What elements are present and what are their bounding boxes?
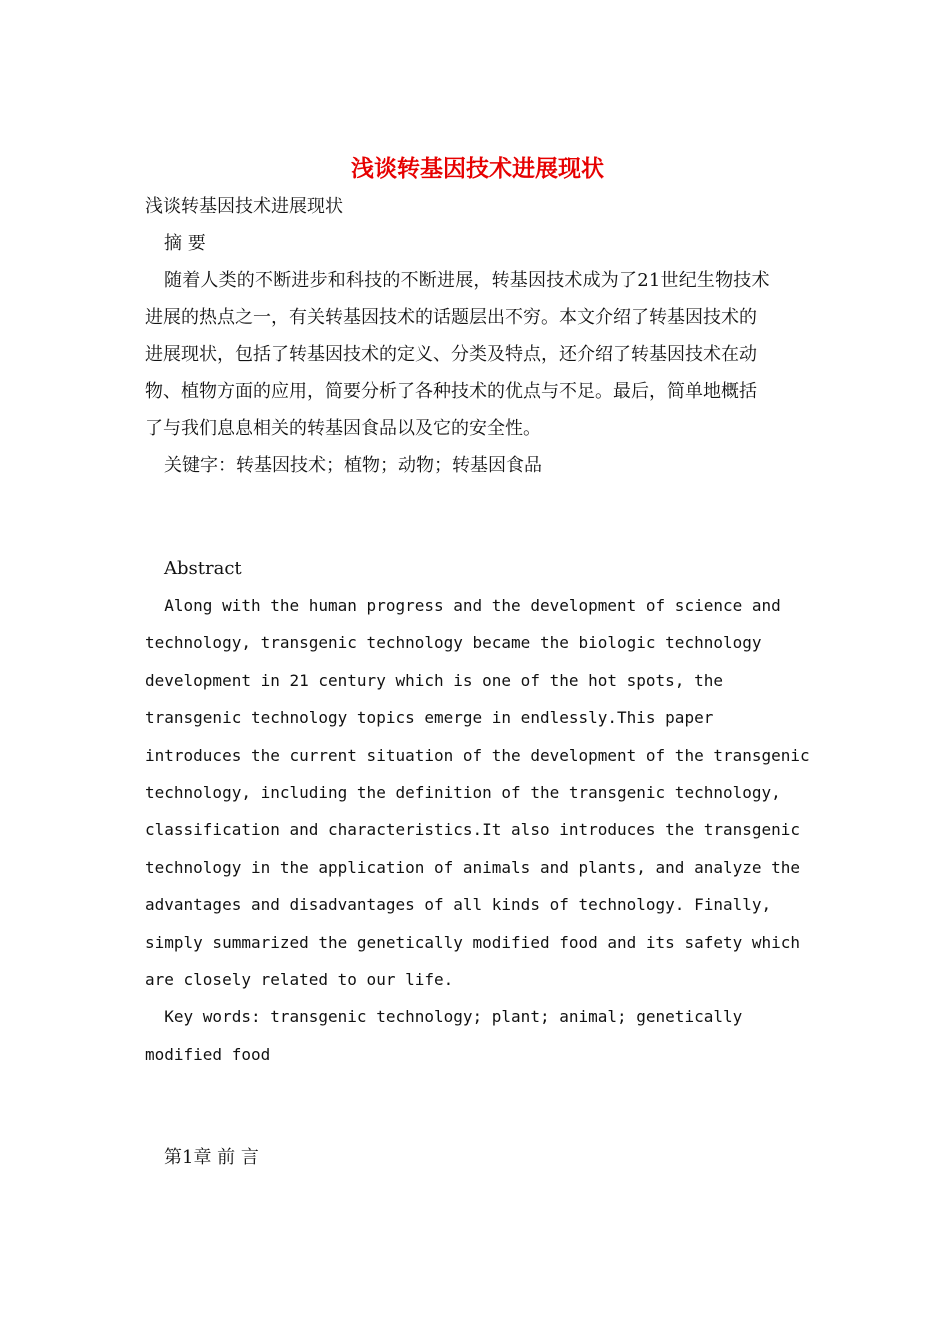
abstract-en-line: Along with the human progress and the development of science and (145, 596, 781, 615)
abstract-cn-line: 了与我们息息相关的转基因食品以及它的安全性。 (145, 418, 541, 439)
abstract-en-line: simply summarized the genetically modified food and its safety which (145, 932, 801, 952)
abstract-cn-heading: 摘 要 (164, 233, 206, 254)
abstract-cn-line: 进展的热点之一，有关转基因技术的话题层出不穷。本文介绍了转基因技术的 (145, 307, 757, 328)
abstract-en-keywords: modified food (145, 1044, 271, 1064)
abstract-en-line: technology, transgenic technology became the biologic technology (145, 633, 762, 653)
document-subtitle: 浅谈转基因技术进展现状 (145, 196, 343, 217)
abstract-en-line: technology in the application of animals and plants, and analyze the (145, 857, 801, 877)
abstract-cn-line: 随着人类的不断进步和科技的不断进展，转基因技术成为了21世纪生物技术 (164, 270, 770, 291)
document-title: 浅谈转基因技术进展现状 (351, 155, 604, 182)
abstract-en-line: introduces the current situation of the development of the transgenic (145, 745, 810, 765)
section-spacer (145, 1073, 810, 1139)
abstract-en-line: classification and characteristics.It also introduces the transgenic (145, 820, 801, 840)
chapter-heading: 第1章 前 言 (164, 1147, 259, 1169)
abstract-en-heading: Abstract (164, 558, 242, 579)
document-content (145, 150, 810, 1176)
abstract-en-line: are closely related to our life. (145, 970, 454, 990)
abstract-cn-keywords: 关键字：转基因技术；植物；动物；转基因食品 (164, 455, 542, 476)
abstract-en-keywords: Key words: transgenic technology; plant; animal; genetically (145, 1007, 743, 1027)
abstract-en-line: development in 21 century which is one of the hot spots, the (145, 670, 723, 690)
abstract-cn-line: 进展现状，包括了转基因技术的定义、分类及特点，还介绍了转基因技术在动 (145, 344, 757, 365)
abstract-en-line: advantages and disadvantages of all kinds of technology. Finally, (145, 895, 772, 915)
section-spacer (145, 484, 810, 550)
abstract-en-line: technology, including the definition of the transgenic technology, (145, 783, 781, 803)
abstract-en-line: transgenic technology topics emerge in endlessly.This paper (145, 708, 714, 728)
abstract-cn-line: 物、植物方面的应用，简要分析了各种技术的优点与不足。最后，简单地概括 (145, 381, 757, 402)
